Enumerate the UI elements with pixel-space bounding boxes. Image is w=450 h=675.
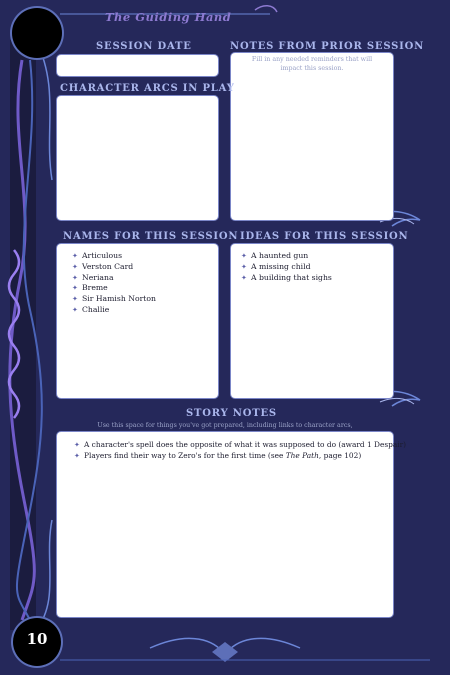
character-arcs-title: CHARACTER ARCS IN PLAY <box>60 83 235 94</box>
character-arcs-field[interactable] <box>57 96 218 220</box>
list-item: ✦ Sir Hamish Norton <box>72 294 156 304</box>
list-item: ✦ Players find their way to Zero's for the first time (see The Path, page 102) <box>74 450 362 460</box>
page-number: 10 <box>26 630 48 648</box>
star-bullet-icon: ✦ <box>74 451 80 460</box>
story-notes-hint: Use this space for things you've got prepared, including links to character arcs, <box>97 422 353 429</box>
notes-prior-hint: Fill in any needed reminders that will impact this session. <box>251 56 373 72</box>
star-bullet-icon: ✦ <box>72 295 78 304</box>
running-header-title: The Guiding Hand <box>105 10 232 24</box>
star-bullet-icon: ✦ <box>72 262 78 271</box>
star-bullet-icon: ✦ <box>241 273 247 282</box>
list-item: ✦ Verston Card <box>72 261 134 271</box>
star-bullet-icon: ✦ <box>241 252 247 260</box>
session-date-title: SESSION DATE <box>96 41 192 52</box>
list-item: ✦ A missing child <box>241 261 311 271</box>
list-item: ✦ A haunted gun <box>241 251 309 260</box>
story-notes-list <box>74 440 406 462</box>
session-date-field[interactable] <box>57 55 218 76</box>
list-item: ✦ Challie <box>72 304 110 314</box>
list-item: ✦ Breme <box>72 283 108 293</box>
star-bullet-icon: ✦ <box>72 305 78 314</box>
ideas-list <box>241 251 332 283</box>
names-title: NAMES FOR THIS SESSION <box>63 231 239 242</box>
star-bullet-icon: ✦ <box>72 284 78 293</box>
list-item: ✦ Neriana <box>72 272 114 282</box>
list-item: ✦ Articulous <box>72 251 123 260</box>
notes-prior-title: NOTES FROM PRIOR SESSION <box>230 41 425 52</box>
ideas-title: IDEAS FOR THIS SESSION <box>240 231 409 242</box>
star-bullet-icon: ✦ <box>72 273 78 282</box>
story-notes-title: STORY NOTES <box>186 408 277 419</box>
notes-prior-field[interactable] <box>231 53 393 220</box>
star-bullet-icon: ✦ <box>74 441 80 449</box>
corner-medallion-top <box>12 8 62 58</box>
names-list <box>72 251 156 316</box>
star-bullet-icon: ✦ <box>72 252 78 260</box>
list-item: ✦ A character's spell does the opposite of what it was supposed to do (award 1 Despair) <box>74 440 407 449</box>
star-bullet-icon: ✦ <box>241 262 247 271</box>
list-item: ✦ A building that sighs <box>241 272 332 282</box>
